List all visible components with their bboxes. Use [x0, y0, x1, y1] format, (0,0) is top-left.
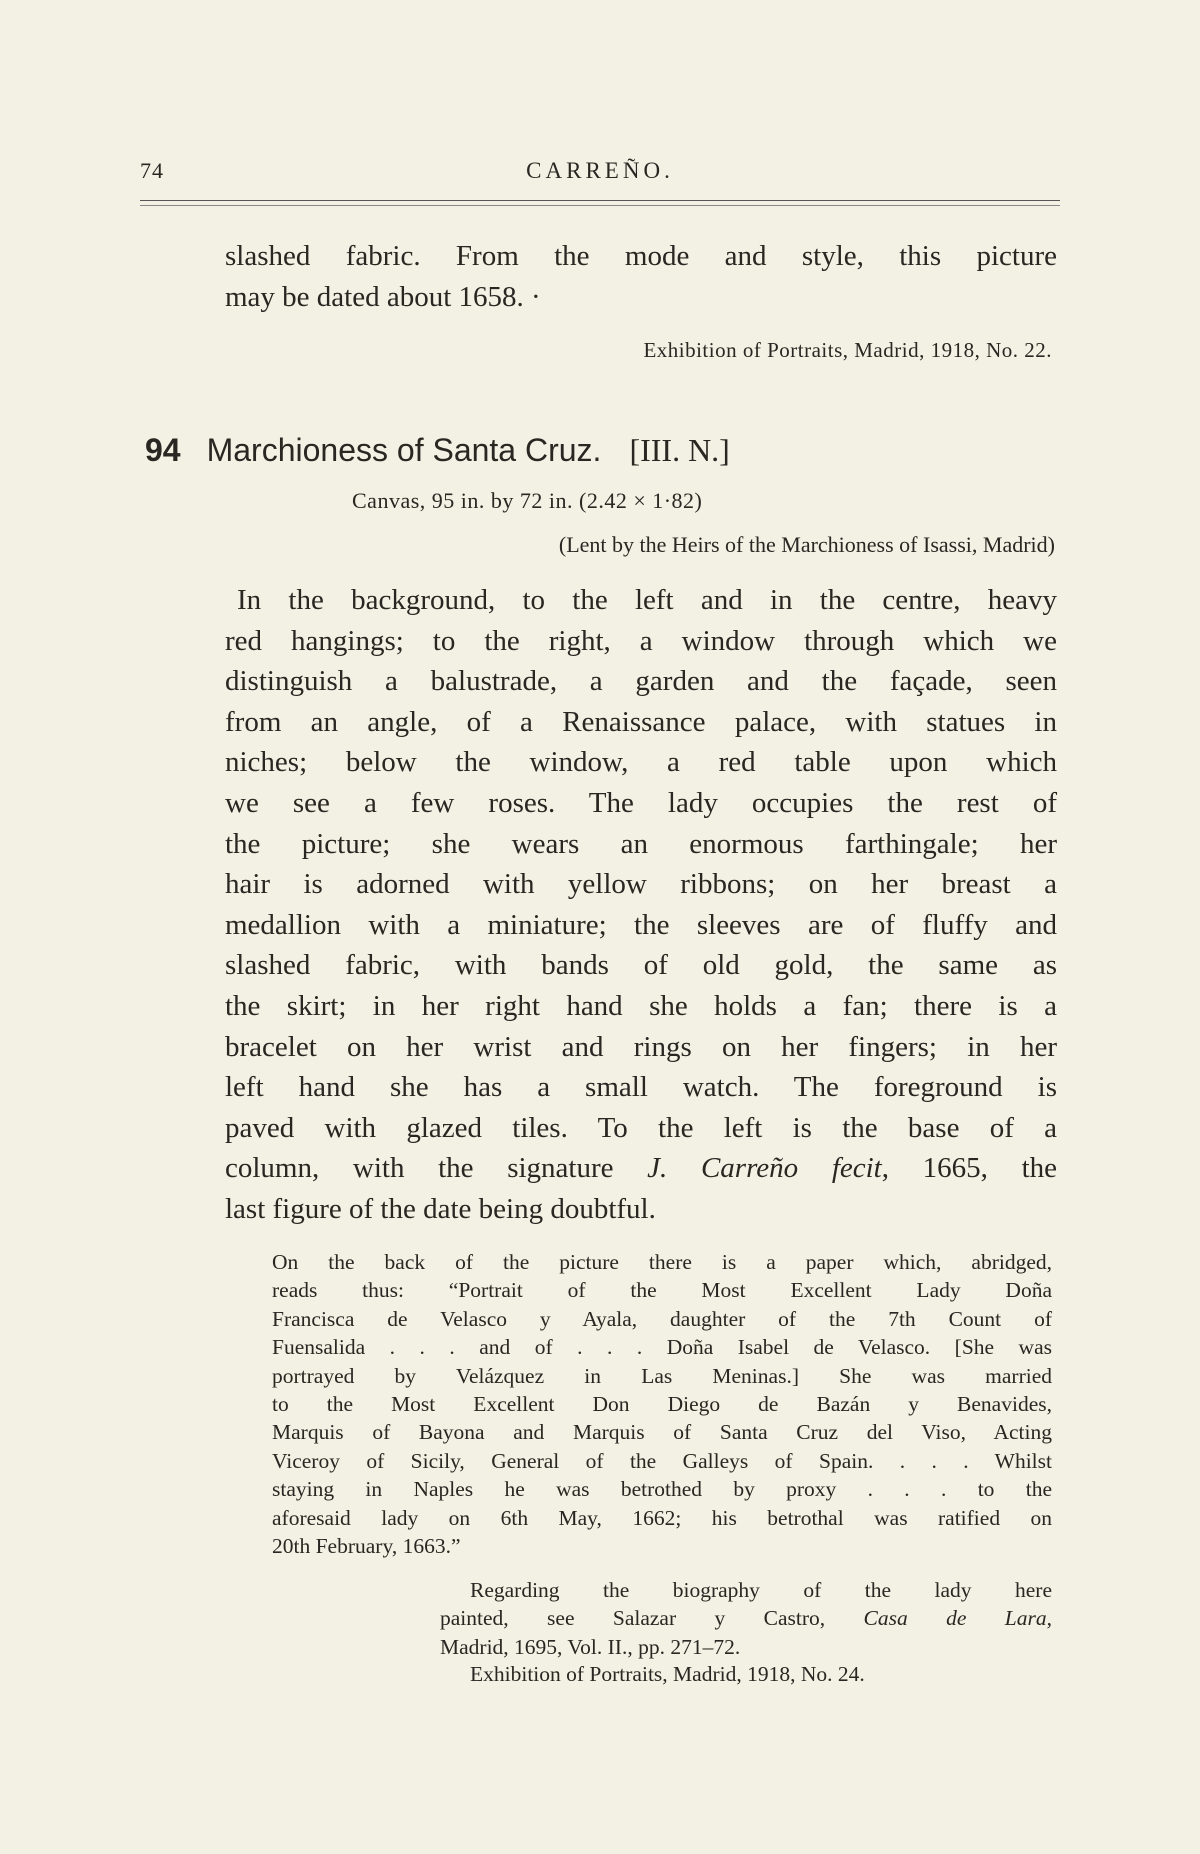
- intro-paragraph: [225, 236, 1057, 317]
- biography-line: Regarding the biography of the lady here: [470, 1578, 1052, 1602]
- signature-line: [225, 1148, 1057, 1189]
- signature-line-after: , 1665, the: [881, 1152, 1057, 1185]
- biography-book-title: Casa de Lara: [863, 1606, 1047, 1631]
- description-line: In the background, to the left and in the centre, heavy: [237, 584, 1057, 616]
- intro-line: may be dated about 1658. ·: [225, 280, 541, 313]
- description-line: the picture; she wears an enormous farthingale; her: [225, 827, 1057, 860]
- intro-line: slashed fabric. From the mode and style, this picture: [225, 240, 1057, 272]
- page-number: 74: [140, 158, 164, 183]
- description-line: red hangings; to the right, a window through which we: [225, 624, 1057, 657]
- description-line: the skirt; in her right hand she holds a fan; there is a: [225, 989, 1057, 1022]
- note-line: reads thus: “Portrait of the Most Excellent Lady Doña: [272, 1278, 1052, 1303]
- description-line: we see a few roses. The lady occupies the rest of: [225, 786, 1057, 819]
- note-line: Viceroy of Sicily, General of the Galleys of Spain. . . . Whilst: [272, 1448, 1052, 1473]
- note-line: 20th February, 1663.”: [272, 1533, 461, 1558]
- description-line: niches; below the window, a red table upon which: [225, 746, 1057, 779]
- intro-exhibition-reference: Exhibition of Portraits, Madrid, 1918, No. 22.: [643, 338, 1052, 362]
- note-line: Marquis of Bayona and Marquis of Santa Cruz del Viso, Acting: [272, 1420, 1052, 1445]
- entry-classification: [III. N.]: [629, 432, 730, 468]
- entry-heading: [145, 432, 1065, 469]
- running-title: CARREÑO.: [526, 158, 674, 183]
- note-line: portrayed by Velázquez in Las Meninas.] She was married: [272, 1363, 1052, 1388]
- note-line: Fuensalida . . . and of . . . Doña Isabel de Velasco. [She was: [272, 1335, 1052, 1360]
- note-line: staying in Naples he was betrothed by proxy . . . to the: [272, 1477, 1052, 1502]
- biography-line-2-after: ,: [1046, 1606, 1052, 1631]
- entry-number: 94: [145, 432, 181, 468]
- entry-exhibition-reference: Exhibition of Portraits, Madrid, 1918, No. 24.: [470, 1662, 865, 1686]
- description-line: hair is adorned with yellow ribbons; on her breast a: [225, 868, 1057, 901]
- description-line: left hand she has a small watch. The foreground is: [225, 1071, 1057, 1104]
- biography-line-2: [440, 1604, 1052, 1632]
- biography-note: [440, 1576, 1052, 1661]
- biography-line-2-before: painted, see Salazar y Castro,: [440, 1606, 864, 1631]
- biography-line: Madrid, 1695, Vol. II., pp. 271–72.: [440, 1634, 741, 1659]
- canvas-dimensions: Canvas, 95 in. by 72 in. (2.42 × 1·82): [352, 488, 703, 513]
- signature-text: J. Carreño fecit: [647, 1152, 882, 1185]
- signature-line-before: column, with the signature: [225, 1152, 648, 1185]
- entry-title: Marchioness of Santa Cruz.: [206, 432, 602, 468]
- description-line: distinguish a balustrade, a garden and the façade, seen: [225, 665, 1057, 698]
- description-line: bracelet on her wrist and rings on her fingers; in her: [225, 1030, 1057, 1063]
- page-header: [140, 158, 1060, 198]
- description-line: slashed fabric, with bands of old gold, the same as: [225, 949, 1057, 982]
- header-rule: [140, 200, 1060, 201]
- note-line: Francisca de Velasco y Ayala, daughter of the 7th Count of: [272, 1306, 1052, 1331]
- note-line: On the back of the picture there is a paper which, abridged,: [272, 1250, 1052, 1274]
- description-line: paved with glazed tiles. To the left is the base of a: [225, 1111, 1057, 1144]
- note-line: aforesaid lady on 6th May, 1662; his betrothal was ratified on: [272, 1505, 1052, 1530]
- description-line: medallion with a miniature; the sleeves are of fluffy and: [225, 908, 1057, 941]
- description-paragraph: [225, 580, 1057, 1230]
- note-line: to the Most Excellent Don Diego de Bazán y Benavides,: [272, 1391, 1052, 1416]
- description-line: from an angle, of a Renaissance palace, with statues in: [225, 705, 1057, 738]
- description-last-line: last figure of the date being doubtful.: [225, 1192, 656, 1225]
- provenance-note: [272, 1248, 1052, 1560]
- lent-by: (Lent by the Heirs of the Marchioness of Isassi, Madrid): [558, 532, 1055, 557]
- header-rule-secondary: [140, 205, 1060, 206]
